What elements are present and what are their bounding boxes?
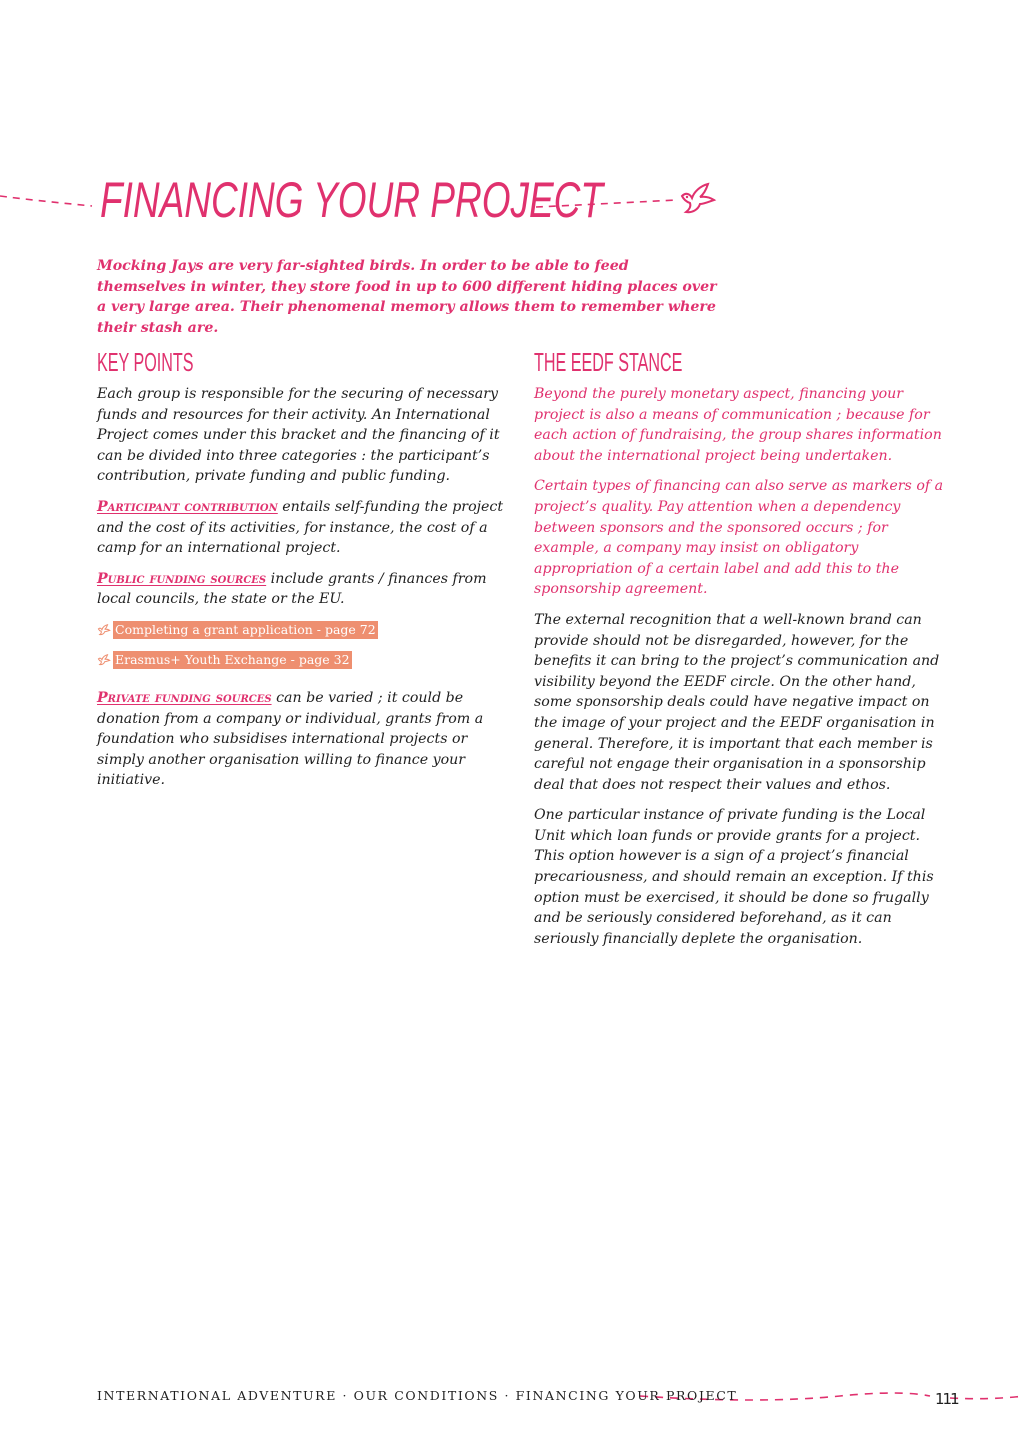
public-funding-text: include grants / finances from local councils, the state or the EU. xyxy=(97,570,487,608)
eedf-stance-paragraph-2: Certain types of financing can also serve as markers of a project’s quality. Pay attention when a dependency between sponsors and the sponsored occurs ; for example, a company may insist on obligatory appropriation of a certain label and add this to the sponsorship agreement. xyxy=(534,478,944,598)
private-funding-text: can be varied ; it could be donation from a company or individual, grants from a foundation who subsidises international projects or simply another organisation willing to finance your initiative. xyxy=(97,689,484,789)
key-points-heading: KEY POINTS xyxy=(97,347,194,377)
eedf-stance-paragraph-3: The external recognition that a well-known brand can provide should not be disregarded, however, for the benefits it can bring to the project’s communication and visibility beyond the EEDF circle. On the other hand, some sponsorship deals could have negative impact on the image of your project and the EEDF organisation in general. Therefore, it is important that each member is careful not engage their organisation in a sponsorship deal that does not respect their values and ethos. xyxy=(534,611,940,793)
erasmus-link-row[interactable] xyxy=(97,650,507,670)
participant-contribution-paragraph xyxy=(97,497,507,559)
public-funding-paragraph xyxy=(97,569,507,610)
public-funding-term: Public funding sources xyxy=(97,570,267,587)
eedf-stance-paragraph-1: Beyond the purely monetary aspect, financing your project is also a means of communication ; because for each action of fundraising, the group shares information about the international project being undertaken. xyxy=(534,386,942,464)
bird-icon xyxy=(678,182,718,216)
eedf-stance-paragraph-4: One particular instance of private funding is the Local Unit which loan funds or provide grants for a project. This option however is a sign of a project’s financial precariousness, and should remain an exception. If this option must be exercised, it should be done so frugally and be seriously considered beforehand, as it can seriously financially deplete the organisation. xyxy=(534,807,934,947)
title-row xyxy=(0,170,1024,234)
intro-text: Mocking Jays are very far-sighted birds. In order to be able to feed themselves in winter, they store food in up to 600 different hiding places over a very large area. Their phenomenal memory allows them to remember where their stash are. xyxy=(97,258,717,336)
eedf-stance-column xyxy=(534,346,944,959)
eedf-stance-heading: THE EEDF STANCE xyxy=(534,347,683,377)
participant-contribution-text: entails self-funding the project and the cost of its activities, for instance, the cost of a camp for an international project. xyxy=(97,498,504,557)
erasmus-link[interactable]: Erasmus+ Youth Exchange - page 32 xyxy=(115,651,350,667)
page-number: 111 xyxy=(935,1390,958,1408)
private-funding-term: Private funding sources xyxy=(97,689,272,706)
small-bird-icon xyxy=(97,623,111,637)
small-bird-icon xyxy=(97,653,111,667)
key-points-paragraph-1: Each group is responsible for the securing of necessary funds and resources for their activity. An International Project comes under this bracket and the financing of it can be divided into three categories : the participant’s contribution, private funding and public funding. xyxy=(97,386,500,485)
spacer xyxy=(97,680,507,688)
page-title: FINANCING YOUR PROJECT xyxy=(100,172,603,228)
key-points-column xyxy=(97,346,507,801)
grant-application-link[interactable]: Completing a grant application - page 72 xyxy=(115,621,376,637)
participant-contribution-term: Participant contribution xyxy=(97,498,278,515)
private-funding-paragraph xyxy=(97,688,507,791)
footer-breadcrumb: INTERNATIONAL ADVENTURE · OUR CONDITIONS · FINANCING YOUR PROJECT xyxy=(97,1388,738,1403)
grant-application-link-row[interactable] xyxy=(97,620,507,640)
